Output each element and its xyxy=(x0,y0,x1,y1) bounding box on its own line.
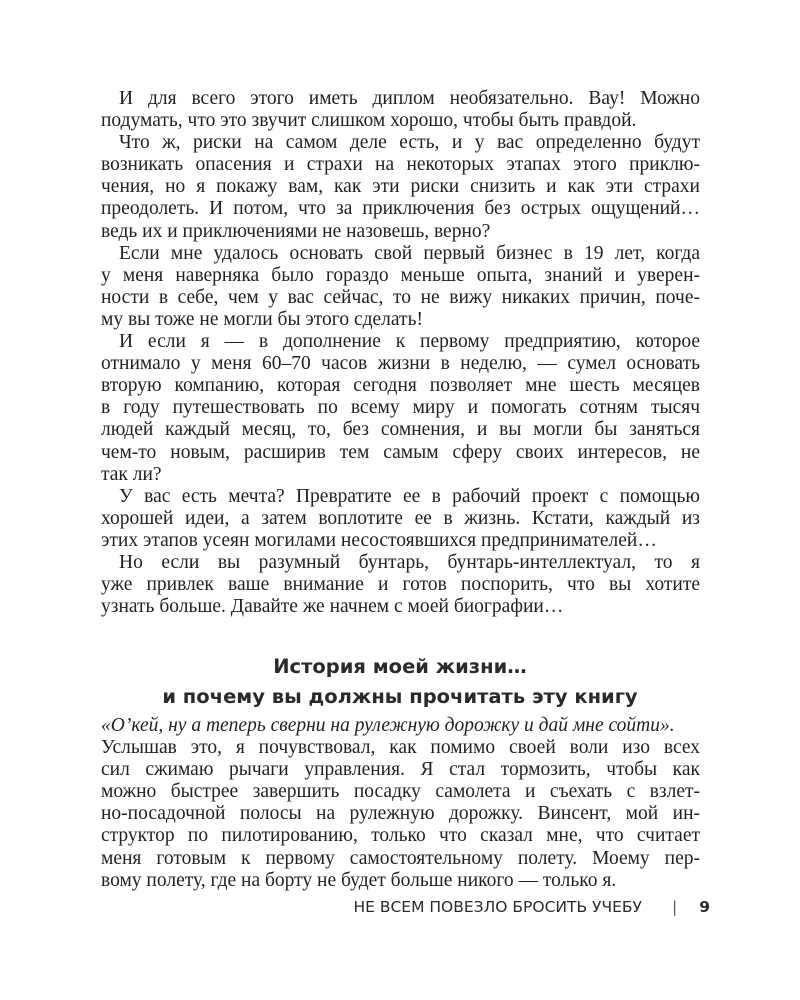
quote-line: «О’кей, ну а теперь сверни на рулежную дорожку и дай мне сойти». xyxy=(101,715,675,736)
text-line: И если я — в дополнение к первому предприятию, которое xyxy=(119,331,700,353)
text-line: ведь их и приключениями не назовешь, верно? xyxy=(101,220,491,242)
text-line: ности в себе, чем у вас сейчас, то не вижу никаких причин, поче- xyxy=(101,286,700,308)
text-line: вому полету, где на борту не будет больше никого — только я. xyxy=(101,869,617,891)
paragraph xyxy=(101,88,700,132)
text-line: этих этапов усеян могилами несостоявшихся предпринимателей… xyxy=(101,529,657,551)
text-line: У вас есть мечта? Превратите ее в рабочий проект с помощью xyxy=(119,485,700,507)
text-line: хорошей идеи, а затем воплотите ее в жизнь. Кстати, каждый из xyxy=(101,507,700,529)
text-line: Услышав это, я почувствовал, как помимо своей воли изо всех xyxy=(101,737,700,759)
footer-separator: | xyxy=(671,898,678,916)
text-line: у меня наверняка было гораздо меньше опыта, знаний и уверен- xyxy=(101,264,700,286)
text-line: Но если вы разумный бунтарь, бунтарь-интеллектуал, то я xyxy=(119,551,700,573)
paragraph xyxy=(101,486,700,552)
text-line: так ли? xyxy=(101,463,162,485)
text-line: сил сжимаю рычаги управления. Я стал тормозить, чтобы как xyxy=(101,759,700,781)
text-line: И для всего этого иметь диплом необязательно. Вау! Можно xyxy=(119,88,700,109)
paragraph xyxy=(101,737,700,892)
text-line: му вы тоже не могли бы этого сделать! xyxy=(101,308,423,330)
text-line: узнать больше. Давайте же начнем с моей биографии… xyxy=(101,596,564,618)
paragraph xyxy=(101,243,700,331)
paragraph xyxy=(101,331,700,486)
text-line: но-посадочной полосы на рулежную дорожку. Винсент, мой ин- xyxy=(101,803,700,825)
page-number: 9 xyxy=(699,898,710,916)
text-line: Если мне удалось основать свой первый бизнес в 19 лет, когда xyxy=(119,242,700,264)
text-line: отнимало у меня 60–70 часов жизни в неделю, — сумел основать xyxy=(101,353,700,375)
text-line: меня готовым к первому самостоятельному полету. Моему пер- xyxy=(101,847,700,869)
text-line: Что ж, риски на самом деле есть, и у вас определенно будут xyxy=(119,132,700,154)
text-line: вторую компанию, которая сегодня позволяет мне шесть месяцев xyxy=(101,375,700,397)
paragraph xyxy=(101,715,700,737)
running-title: НЕ ВСЕМ ПОВЕЗЛО БРОСИТЬ УЧЕБУ xyxy=(353,898,642,916)
page-footer xyxy=(100,898,710,916)
text-line: структор по пилотированию, только что сказал мне, что считает xyxy=(101,825,700,847)
text-line: в году путешествовать по всему миру и помогать сотням тысяч xyxy=(101,397,700,419)
section-heading-line-2: и почему вы должны прочитать эту книгу xyxy=(162,685,638,708)
text-line: подумать, что это звучит слишком хорошо, чтобы быть правдой. xyxy=(101,110,637,132)
section-heading xyxy=(100,652,700,712)
text-line: уже привлек ваше внимание и готов поспорить, что вы хотите xyxy=(101,574,700,596)
text-line: возникать опасения и страхи на некоторых этапах этого приклю- xyxy=(101,154,700,176)
text-line: преодолеть. И потом, что за приключения без острых ощущений… xyxy=(101,198,700,220)
paragraph xyxy=(101,552,700,618)
text-line: чем-то новым, расширив тем самым сферу своих интересов, не xyxy=(101,441,700,463)
section-heading-line-1: История моей жизни… xyxy=(273,655,527,678)
paragraph xyxy=(101,132,700,242)
text-line: можно быстрее завершить посадку самолета и съехать с взлет- xyxy=(101,781,700,803)
body-text-part-1 xyxy=(101,88,700,618)
body-text-part-2 xyxy=(101,715,700,892)
text-line: чения, но я покажу вам, как эти риски снизить и как эти страхи xyxy=(101,176,700,198)
text-line: людей каждый месяц, то, без сомнения, и вы могли бы заняться xyxy=(101,419,700,441)
